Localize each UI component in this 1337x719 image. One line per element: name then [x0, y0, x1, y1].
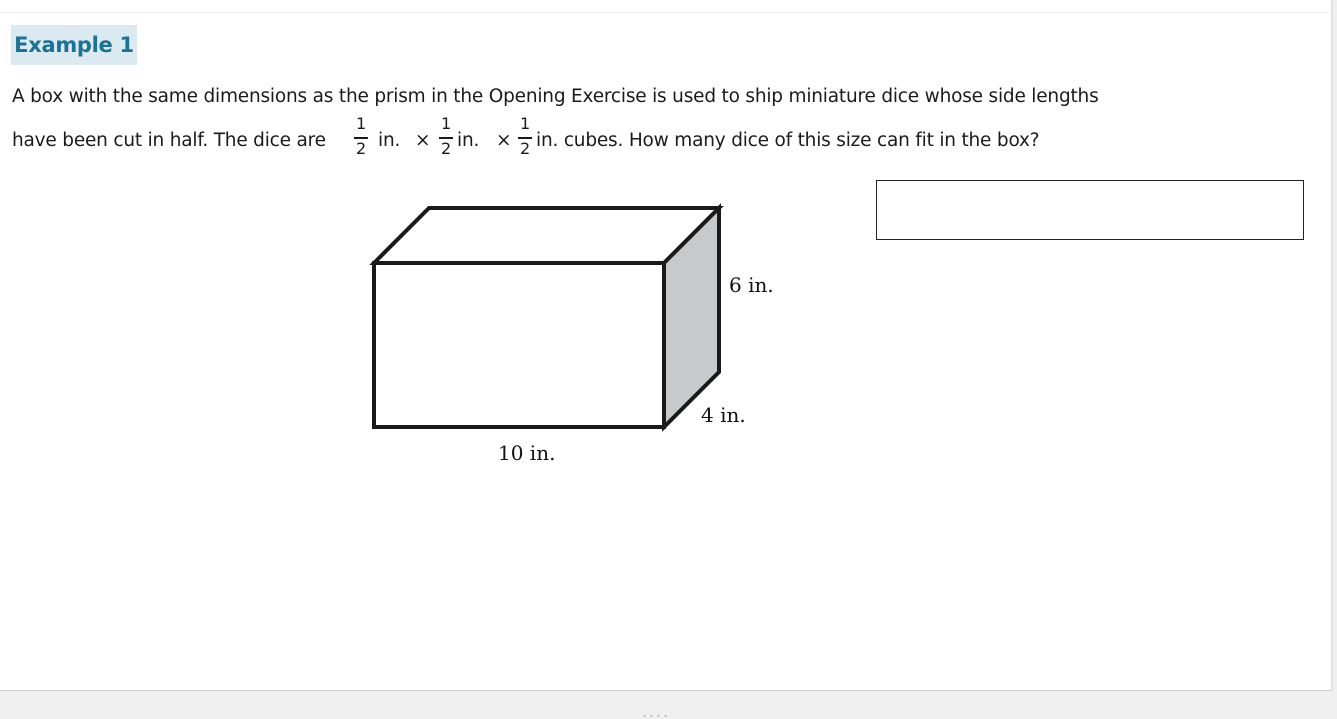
fraction-one-half [439, 116, 453, 157]
rectangular-prism-figure [360, 195, 800, 485]
fraction-one-half [354, 116, 368, 157]
prism-top-face [374, 208, 719, 263]
divider [0, 12, 1331, 13]
problem-line-2-end: in. cubes. How many dice of this size can fit in the box? [536, 130, 1040, 151]
fraction-numerator: 1 [520, 114, 530, 133]
length-label: 10 in. [498, 441, 556, 465]
unit-label: in. [378, 130, 401, 151]
fraction-numerator: 1 [441, 114, 451, 133]
fraction-denominator: 2 [441, 139, 451, 158]
depth-label: 4 in. [701, 403, 746, 427]
times-symbol: × [415, 130, 431, 151]
fraction-numerator: 1 [356, 114, 366, 133]
problem-line-2-start: have been cut in half. The dice are [12, 130, 326, 151]
example-heading: Example 1 [11, 25, 137, 65]
fraction-denominator: 2 [520, 139, 530, 158]
answer-input[interactable] [876, 180, 1304, 240]
height-label: 6 in. [729, 273, 774, 297]
fraction-denominator: 2 [356, 139, 366, 158]
fraction-one-half [518, 116, 532, 157]
problem-line-1: A box with the same dimensions as the prism in the Opening Exercise is used to ship miniature dice whose side lengths [12, 86, 1099, 107]
times-symbol: × [496, 130, 512, 151]
bottom-bar [0, 691, 1337, 719]
prism-front-face [374, 263, 664, 427]
resize-handle[interactable] [641, 714, 667, 718]
unit-label: in. [457, 130, 480, 151]
